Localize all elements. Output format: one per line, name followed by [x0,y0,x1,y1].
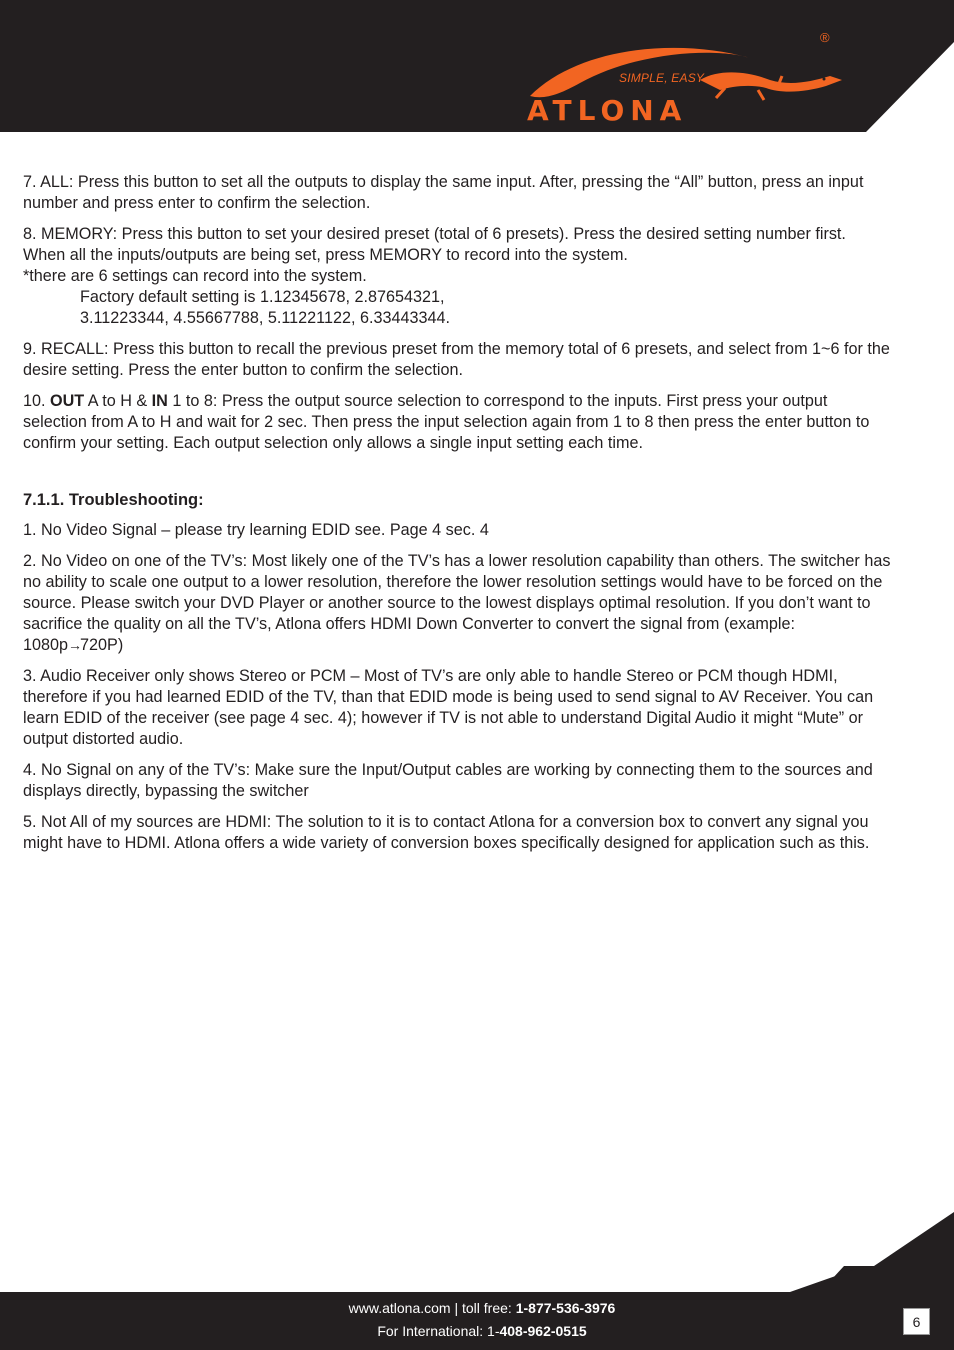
out-in-middle: A to H & [84,392,152,410]
troubleshoot-item-5: 5. Not All of my sources are HDMI: The solution to it is to contact Atlona for a conversion box to convert any signal you might have to HDMI. Atlona offers a wide variety of conversion boxes specifically designed for application such as this. [23,813,870,852]
out-in-prefix: 10. [23,392,51,410]
registered-mark: ® [820,30,830,45]
out-label: OUT [50,392,85,410]
page-content [23,172,891,864]
website-link[interactable]: www.atlona.com | toll free: [348,1300,516,1316]
page-number: 6 [903,1308,930,1335]
troubleshoot-item-2-text: 2. No Video on one of the TV’s: Most likely one of the TV’s has a lower resolution capability than others. The switcher has no ability to scale one output to a lower resolution, therefore the lower resolution settings would have to be forced on the source. Please switch your DVD Player or another source to the lowest displays optimal resolution. If you don’t want to sacrifice the quality on all the TV’s, Atlona offers HDMI Down Converter to convert the signal from (example: 1080p [23,552,891,654]
brand-tagline: SIMPLE, EASY [619,71,705,85]
page-header [0,0,954,132]
troubleshoot-item-2 [23,551,891,656]
troubleshoot-item-1: 1. No Video Signal – please try learning EDID see. Page 4 sec. 4 [23,521,489,539]
paragraph-out-in [23,391,891,454]
toll-free-number: 1-877-536-3976 [515,1300,616,1316]
troubleshoot-item-4: 4. No Signal on any of the TV’s: Make sure the Input/Output cables are working by connecting them to the sources and displays directly, bypassing the switcher [23,761,873,800]
brand-logo-text: ATLONA [527,94,688,127]
arrow-right-icon: → [68,637,81,653]
international-label: For International: 1- [377,1323,500,1339]
out-in-description: 1 to 8: Press the output source selection to correspond to the inputs. First press your output selection from A to H and wait for 2 sec. Then press the input selection again from 1 to 8 then press the enter button to confirm your setting. Each output selection only allows a single input setting each time. [23,392,870,452]
memory-default-line-1: Factory default setting is 1.12345678, 2.87654321, [80,288,445,306]
page-footer [0,1266,954,1350]
paragraph-recall: 9. RECALL: Press this button to recall the previous preset from the memory total of 6 presets, and select from 1~6 for the desire setting. Press the enter button to confirm the selection. [23,340,890,379]
troubleshoot-item-3: 3. Audio Receiver only shows Stereo or PCM – Most of TV’s are only able to handle Stereo or PCM though HDMI, therefore if you had learned EDID of the TV, than that EDID mode is being used to send signal to AV Receiver. You can learn EDID of the receiver (see page 4 sec. 4); however if TV is not able to understand Digital Audio it might “Mute” or output distorted audio. [23,667,874,748]
memory-note: *there are 6 settings can record into the system. [23,267,367,285]
paragraph-memory [23,224,891,329]
troubleshooting-heading: 7.1.1. Troubleshooting: [23,491,204,509]
paragraph-all: 7. ALL: Press this button to set all the outputs to display the same input. After, pressing the “All” button, press an input number and press enter to confirm the selection. [23,173,864,212]
memory-default-line-2: 3.11223344, 4.55667788, 5.11221122, 6.33443344. [80,309,450,327]
international-number: 408-962-0515 [499,1323,587,1339]
in-label: IN [151,392,168,410]
memory-description: 8. MEMORY: Press this button to set your desired preset (total of 6 presets). Press the desired setting number first. When all the inputs/outputs are being set, press MEMORY to record into the system. [23,225,846,264]
footer-contact-line [0,1300,954,1316]
troubleshoot-item-2-end: 720P) [80,636,124,654]
footer-international-line [0,1323,954,1339]
